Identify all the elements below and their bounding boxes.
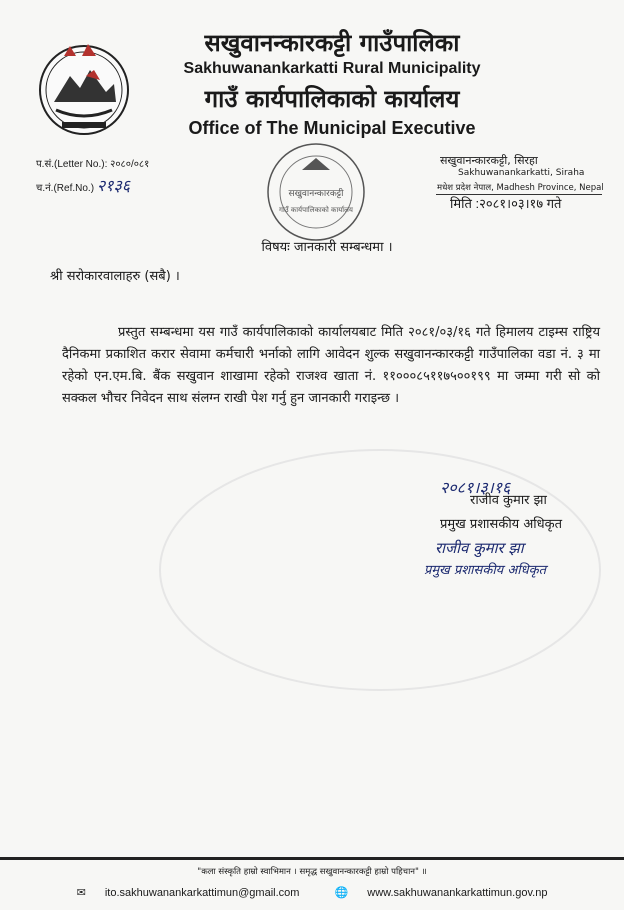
stamp-role: प्रमुख प्रशासकीय अधिकृत: [424, 563, 547, 578]
letter-recipient: श्री सरोकारवालाहरु (सबै) ।: [50, 269, 180, 284]
reference-number: [36, 174, 130, 196]
letter-body: प्रस्तुत सम्बन्धमा यस गाउँ कार्यपालिकाको कार्यालयबाट मिति २०८१/०३/१६ गते हिमालय टाइम्स राष्ट्रिय दैनिकमा प्रकाशित करार सेवामा कर्मचारी भर्नाको लागि आवेदन शुल्क सखुवानन्कारकट्टी गाउँपालिका वडा नं. ३ मा रहेको एन.एम.बि. बैंक सखुवान शाखामा रहेको राजश्व खाता नं. ११०००८५११७५००१९९ मा जम्मा गरी सो को सक्कल भौचर निवेदन साथ संलग्न राखी पेश गर्नु हुन जानकारी गराइन्छ ।: [62, 325, 600, 406]
email-text: ito.sakhuwanankarkattimun@gmail.com: [104, 887, 300, 899]
address-line-english: Sakhuwanankarkatti, Siraha: [458, 168, 585, 178]
office-seal: [256, 140, 376, 244]
website-contact[interactable]: [327, 887, 556, 899]
reference-number-label: च.नं.(Ref.No.): [36, 183, 95, 194]
seal-text-top: सखुवानन्कारकट्टी: [288, 189, 344, 199]
seal-text-bottom: गाउँ कार्यपालिकाको कार्यालय: [279, 206, 353, 214]
signatory-role: प्रमुख प्रशासकीय अधिकृत: [440, 517, 563, 532]
email-contact[interactable]: [69, 887, 311, 899]
address-line-nepali: सखुवानन्कारकट्टी, सिरहा: [440, 154, 538, 167]
globe-icon: 🌐: [334, 887, 349, 899]
footer-motto: "कला संस्कृति हाम्रो स्वाभिमान । समृद्ध सखुवानन्कारकट्टी हाम्रो पहिचान" ॥: [197, 867, 427, 877]
website-text: www.sakhuwanankarkattimun.gov.np: [367, 887, 548, 899]
letter-date: मिति :२०८१।०३।१७ गते: [450, 196, 562, 211]
office-name-nepali: गाउँ कार्यपालिकाको कार्यालय: [204, 85, 460, 113]
municipality-name-english: Sakhuwanankarkatti Rural Municipality: [183, 60, 481, 77]
office-name-english: Office of The Municipal Executive: [188, 118, 476, 138]
stamp-name: राजीव कुमार झा: [435, 539, 524, 557]
letter-number-value: २०८०/०८१: [110, 159, 150, 170]
letter-number: [36, 156, 149, 170]
signatory-name: राजीव कुमार झा: [470, 493, 547, 508]
footer-contacts: [0, 886, 624, 899]
email-icon: ✉: [76, 887, 86, 899]
address-province: मधेश प्रदेश नेपाल, Madhesh Province, Nepal: [437, 183, 604, 193]
reference-number-value: २१३६: [96, 176, 131, 195]
letter-number-label: प.सं.(Letter No.):: [36, 159, 108, 170]
handwritten-signature: २०८१।३।१६: [440, 478, 511, 497]
letter-subject: विषयः जानकारी सम्बन्धमा ।: [261, 240, 393, 255]
footer-divider: [0, 857, 624, 860]
municipality-name-nepali: सखुवानन्कारकट्टी गाउँपालिका: [204, 29, 460, 57]
